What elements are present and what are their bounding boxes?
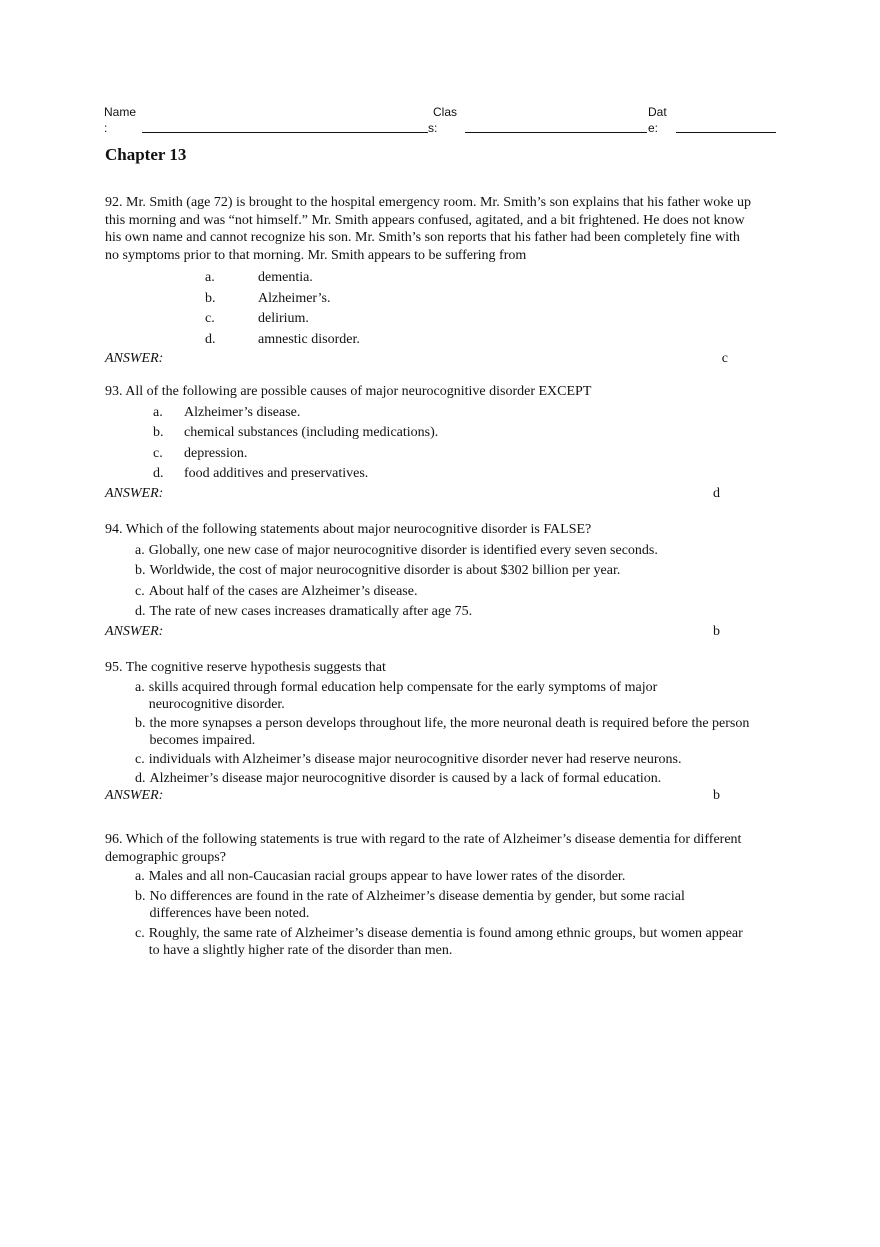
option-letter: c. <box>135 751 145 767</box>
question-stem: 95. The cognitive reserve hypothesis suggests that <box>105 660 386 675</box>
option-letter: b. <box>135 715 146 731</box>
option-text: amnestic disorder. <box>258 331 360 347</box>
answer-value: c <box>721 351 728 366</box>
option-text: chemical substances (including medications). <box>184 425 439 440</box>
option-text: Globally, one new case of major neurocognitive disorder is identified every seven seconds. <box>148 542 658 558</box>
answer-label: ANSWER: <box>105 623 164 639</box>
chapter-title: Chapter 13 <box>105 145 187 164</box>
option-c <box>205 309 755 330</box>
option-list <box>105 403 755 485</box>
option-letter: a. <box>135 679 145 695</box>
answer-row <box>105 787 725 804</box>
question-93 <box>105 383 755 502</box>
option-a <box>135 541 755 562</box>
question-stem: 96. Which of the following statements is true with regard to the rate of Alzheimer’s disease dementia for different demographic groups? <box>105 832 742 865</box>
option-b <box>135 561 755 582</box>
option-b <box>205 289 755 310</box>
question-stem: 93. All of the following are possible causes of major neurocognitive disorder EXCEPT <box>105 384 592 399</box>
option-b <box>135 888 755 922</box>
option-text: depression. <box>184 445 248 461</box>
question-96 <box>105 831 755 959</box>
option-letter: b. <box>135 889 146 904</box>
option-text: individuals with Alzheimer’s disease major neurocognitive disorder never had reserve neurons. <box>148 751 682 767</box>
option-text: delirium. <box>258 311 309 326</box>
option-letter: a. <box>135 869 145 884</box>
option-text: Alzheimer’s disease. <box>184 404 301 420</box>
name-label-colon: : <box>104 121 108 135</box>
option-letter: a. <box>205 270 215 285</box>
date-label: Dat <box>648 105 667 119</box>
date-label-suffix: e: <box>648 121 659 135</box>
answer-value: b <box>713 623 720 639</box>
class-label: Clas <box>433 105 458 119</box>
option-list <box>105 541 755 623</box>
answer-value: b <box>713 787 720 803</box>
option-letter: d. <box>205 331 216 347</box>
worksheet-header <box>0 0 880 140</box>
question-95 <box>105 659 755 804</box>
answer-row <box>105 485 725 502</box>
option-text: No differences are found in the rate of Alzheimer’s disease dementia by gender, but some racial differences have been noted. <box>149 889 685 921</box>
answer-label: ANSWER: <box>105 485 164 501</box>
option-d <box>153 464 755 485</box>
option-b <box>153 423 755 444</box>
option-letter: d. <box>135 770 146 786</box>
option-text: Roughly, the same rate of Alzheimer’s disease dementia is found among ethnic groups, but women appear to have a slightly higher rate of the disorder than men. <box>148 926 743 958</box>
answer-row <box>105 350 728 367</box>
option-text: Alzheimer’s disease major neurocognitive disorder is caused by a lack of formal education. <box>149 770 662 786</box>
option-text: food additives and preservatives. <box>184 466 369 481</box>
option-letter: b. <box>153 425 164 440</box>
answer-value: d <box>713 485 720 501</box>
option-letter: c. <box>205 311 215 326</box>
answer-label: ANSWER: <box>105 351 164 366</box>
option-text: About half of the cases are Alzheimer’s disease. <box>148 583 418 599</box>
question-92 <box>105 194 755 367</box>
answer-row <box>105 623 725 640</box>
option-letter: b. <box>205 290 216 306</box>
name-field[interactable] <box>142 132 428 133</box>
option-text: The rate of new cases increases dramatically after age 75. <box>149 604 473 619</box>
option-d <box>135 602 755 623</box>
option-a <box>205 268 755 289</box>
option-b <box>135 715 755 749</box>
option-text: the more synapses a person develops throughout life, the more neuronal death is required before the person becomes impaired. <box>149 715 750 748</box>
option-c <box>135 751 755 768</box>
option-c <box>153 444 755 465</box>
option-letter: c. <box>153 445 163 461</box>
option-letter: b. <box>135 563 146 578</box>
question-stem: 92. Mr. Smith (age 72) is brought to the hospital emergency room. Mr. Smith’s son explains that his father woke up this morning and was “not himself.” Mr. Smith appears confused, agitated, and a bit frightened. He does not know his own name and cannot recognize his son. Mr. Smith’s son reports that his father had been completely fine with no symptoms prior to that morning. Mr. Smith appears to be suffering from <box>105 195 751 263</box>
option-letter: d. <box>135 604 146 619</box>
option-letter: d. <box>153 466 164 481</box>
option-list <box>105 679 755 787</box>
option-c <box>135 582 755 603</box>
option-list <box>105 268 755 350</box>
question-94 <box>105 521 755 640</box>
option-a <box>135 868 755 885</box>
question-stem: 94. Which of the following statements about major neurocognitive disorder is FALSE? <box>105 522 592 537</box>
option-list <box>105 868 755 959</box>
option-letter: c. <box>135 926 145 941</box>
option-letter: a. <box>153 404 163 420</box>
option-letter: a. <box>135 542 145 558</box>
option-c <box>135 925 755 959</box>
option-d <box>205 330 755 351</box>
answer-label: ANSWER: <box>105 787 164 803</box>
option-letter: c. <box>135 583 145 599</box>
name-label: Name <box>104 105 137 119</box>
option-text: skills acquired through formal education help compensate for the early symptoms of major neurocognitive disorder. <box>148 679 658 712</box>
option-text: Alzheimer’s. <box>258 290 331 306</box>
option-a <box>153 403 755 424</box>
option-d <box>135 770 755 787</box>
option-text: dementia. <box>258 270 313 285</box>
class-field[interactable] <box>465 132 647 133</box>
option-text: Worldwide, the cost of major neurocognitive disorder is about $302 billion per year. <box>149 563 621 578</box>
option-a <box>135 679 755 713</box>
date-field[interactable] <box>676 132 776 133</box>
option-text: Males and all non-Caucasian racial groups appear to have lower rates of the disorder. <box>148 869 626 884</box>
class-label-suffix: s: <box>428 121 438 135</box>
